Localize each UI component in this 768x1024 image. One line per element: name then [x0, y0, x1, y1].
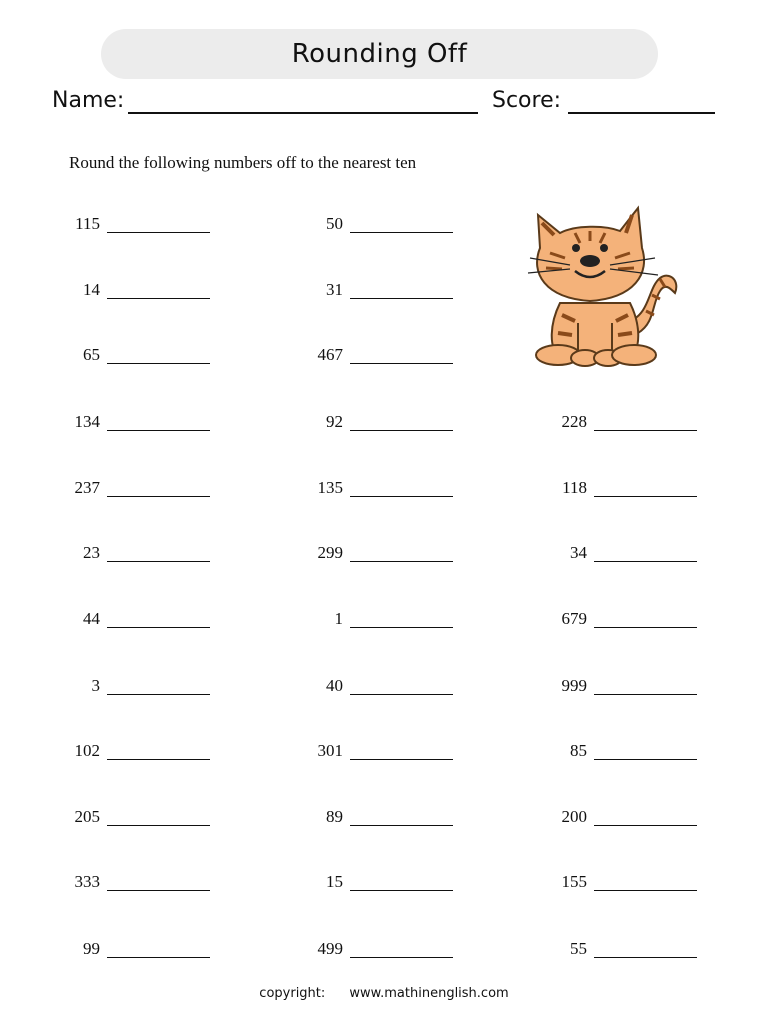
problem-item	[547, 939, 587, 963]
problem-number: 15	[326, 872, 343, 891]
answer-line[interactable]	[107, 676, 210, 700]
answer-line[interactable]	[350, 345, 453, 369]
instructions: Round the following numbers off to the nearest ten	[69, 153, 417, 172]
answer-line[interactable]	[350, 214, 453, 238]
problem-number: 134	[74, 412, 100, 431]
copyright-label: copyright:	[259, 986, 326, 1001]
answer-line[interactable]	[350, 741, 453, 765]
problem-item	[303, 345, 343, 369]
answer-line[interactable]	[350, 478, 453, 502]
name-answer-line[interactable]	[128, 112, 478, 114]
answer-line[interactable]	[594, 412, 697, 436]
answer-line[interactable]	[350, 412, 453, 436]
problem-item	[60, 872, 100, 896]
problem-item	[303, 412, 343, 436]
title-banner	[101, 29, 658, 79]
problem-number: 1	[334, 609, 343, 628]
answer-line[interactable]	[350, 280, 453, 304]
problem-number: 299	[317, 543, 343, 562]
name-label: Name:	[52, 88, 125, 113]
problem-item	[60, 345, 100, 369]
problem-number: 85	[570, 741, 587, 760]
problem-item	[60, 939, 100, 963]
problem-number: 301	[317, 741, 343, 760]
answer-line[interactable]	[107, 478, 210, 502]
problem-item	[547, 412, 587, 436]
problem-number: 118	[562, 478, 587, 497]
name-score-row	[52, 88, 716, 118]
problem-item	[303, 543, 343, 567]
problem-item	[303, 807, 343, 831]
problem-number: 40	[326, 676, 343, 695]
cat-icon	[520, 203, 680, 369]
problem-item	[303, 939, 343, 963]
score-label: Score:	[492, 88, 562, 113]
problem-item	[547, 872, 587, 896]
problem-item	[60, 741, 100, 765]
answer-line[interactable]	[350, 543, 453, 567]
answer-line[interactable]	[107, 412, 210, 436]
problem-number: 333	[74, 872, 100, 891]
problem-item	[60, 214, 100, 238]
problem-item	[60, 280, 100, 304]
answer-line[interactable]	[594, 676, 697, 700]
answer-line[interactable]	[350, 609, 453, 633]
problem-number: 135	[317, 478, 343, 497]
problem-number: 999	[561, 676, 587, 695]
problem-item	[303, 478, 343, 502]
problem-item	[60, 412, 100, 436]
problem-item	[547, 478, 587, 502]
problem-number: 205	[74, 807, 100, 826]
answer-line[interactable]	[107, 609, 210, 633]
answer-line[interactable]	[594, 939, 697, 963]
problem-number: 679	[561, 609, 587, 628]
problem-number: 228	[561, 412, 587, 431]
problem-number: 31	[326, 280, 343, 299]
answer-line[interactable]	[107, 543, 210, 567]
answer-line[interactable]	[594, 807, 697, 831]
answer-line[interactable]	[594, 872, 697, 896]
problem-item	[60, 543, 100, 567]
problem-item	[547, 609, 587, 633]
problem-number: 237	[74, 478, 100, 497]
problem-item	[303, 280, 343, 304]
answer-line[interactable]	[107, 807, 210, 831]
problem-item	[303, 609, 343, 633]
problem-number: 50	[326, 214, 343, 233]
problem-item	[303, 872, 343, 896]
problem-number: 155	[561, 872, 587, 891]
problem-item	[303, 214, 343, 238]
answer-line[interactable]	[594, 609, 697, 633]
problem-number: 102	[74, 741, 100, 760]
answer-line[interactable]	[594, 543, 697, 567]
problem-number: 44	[83, 609, 100, 628]
problem-number: 55	[570, 939, 587, 958]
page-title: Rounding Off	[291, 39, 468, 69]
answer-line[interactable]	[594, 741, 697, 765]
answer-line[interactable]	[350, 939, 453, 963]
problem-number: 467	[317, 345, 343, 364]
answer-line[interactable]	[107, 939, 210, 963]
problem-number: 200	[561, 807, 587, 826]
answer-line[interactable]	[107, 872, 210, 896]
answer-line[interactable]	[594, 478, 697, 502]
problem-number: 99	[83, 939, 100, 958]
problem-number: 34	[570, 543, 587, 562]
problem-number: 14	[83, 280, 100, 299]
problem-number: 23	[83, 543, 100, 562]
answer-line[interactable]	[107, 345, 210, 369]
problem-item	[547, 741, 587, 765]
answer-line[interactable]	[107, 214, 210, 238]
website-link[interactable]: www.mathinenglish.com	[349, 986, 509, 1001]
problem-item	[60, 807, 100, 831]
problem-item	[303, 676, 343, 700]
problem-number: 92	[326, 412, 343, 431]
problem-item	[547, 807, 587, 831]
problem-number: 115	[75, 214, 100, 233]
problem-item	[303, 741, 343, 765]
problem-number: 65	[83, 345, 100, 364]
problem-item	[60, 676, 100, 700]
answer-line[interactable]	[350, 872, 453, 896]
problem-item	[547, 676, 587, 700]
problem-item	[60, 609, 100, 633]
answer-line[interactable]	[107, 280, 210, 304]
problem-number: 3	[91, 676, 100, 695]
problem-number: 89	[326, 807, 343, 826]
problem-item	[60, 478, 100, 502]
answer-line[interactable]	[350, 807, 453, 831]
problem-item	[547, 543, 587, 567]
score-answer-line[interactable]	[568, 112, 715, 114]
footer	[0, 986, 768, 1001]
answer-line[interactable]	[107, 741, 210, 765]
problem-number: 499	[317, 939, 343, 958]
answer-line[interactable]	[350, 676, 453, 700]
